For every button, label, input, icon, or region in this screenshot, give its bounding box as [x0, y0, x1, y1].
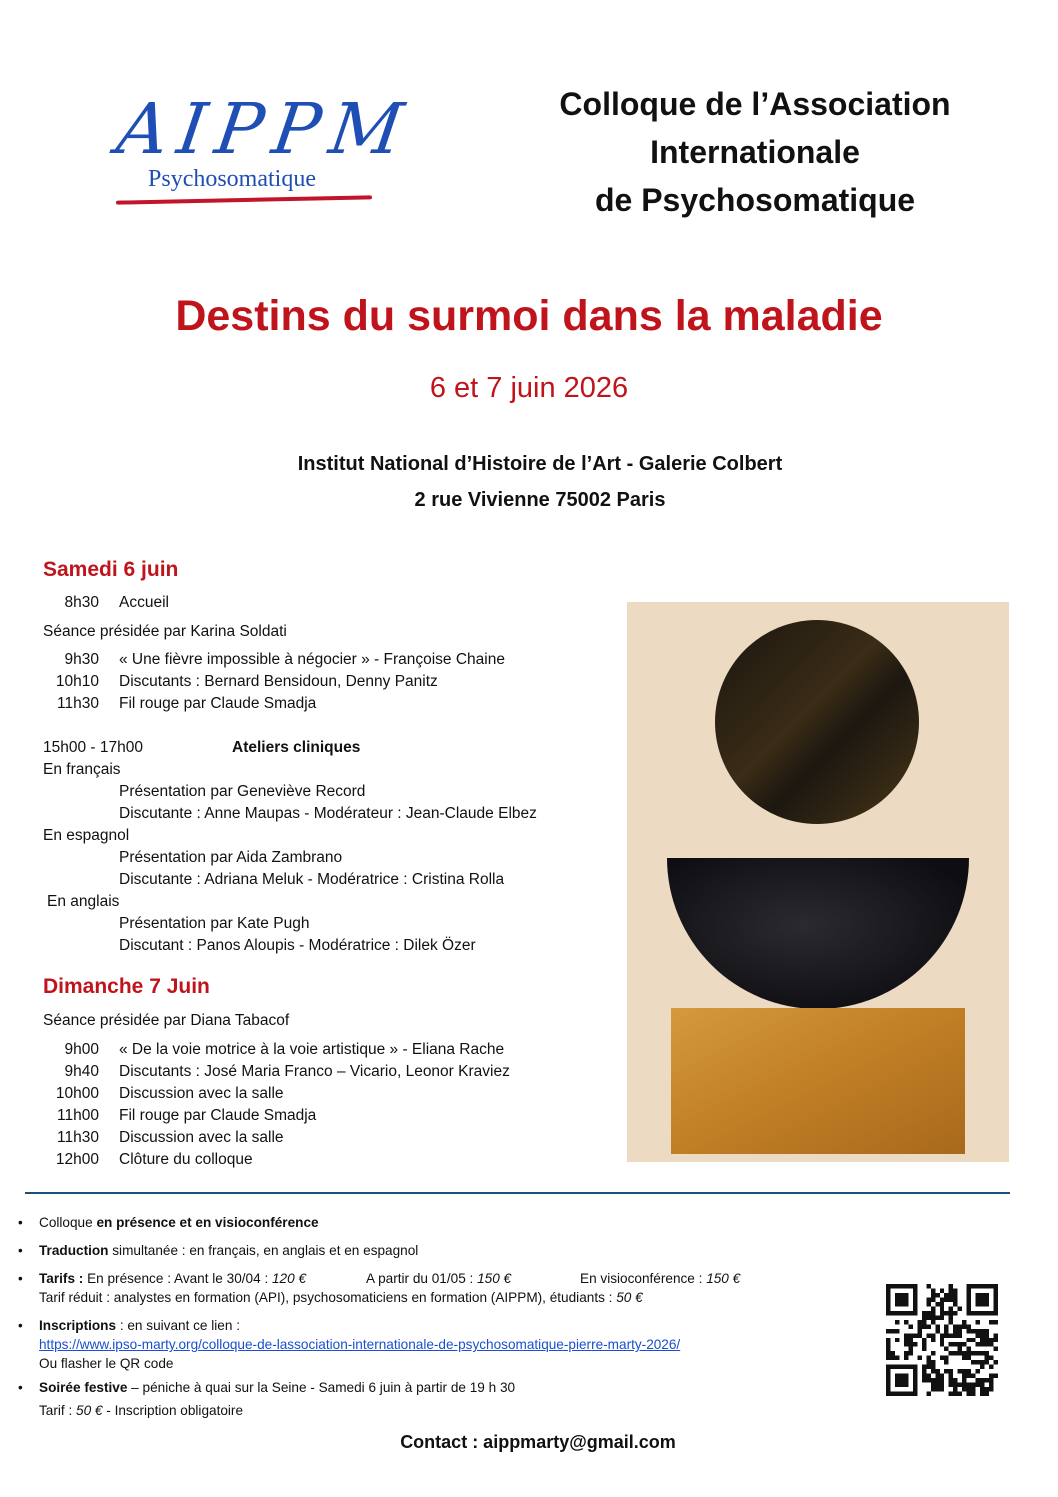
item-text: Fil rouge par Claude Smadja [119, 1107, 317, 1124]
info-text: Tarif : [39, 1403, 77, 1418]
price: 50 € [76, 1403, 103, 1418]
info-text: - Inscription obligatoire [102, 1403, 244, 1418]
day2-title: Dimanche 7 Juin [43, 975, 210, 998]
artwork-shapes [627, 602, 1009, 1162]
info-bold: en présence et en visioconférence [96, 1215, 319, 1230]
logo-underline [116, 195, 372, 204]
seance-chair: Séance présidée par Diana Tabacof [43, 1012, 290, 1029]
time: 9h00 [64, 1041, 99, 1058]
schedule-row [43, 1127, 284, 1149]
page-title: Destins du surmoi dans la maladie [175, 292, 883, 340]
item-text: Discussion avec la salle [119, 1085, 284, 1102]
info-text: A partir du 01/05 : [366, 1271, 478, 1286]
time: 9h40 [64, 1063, 99, 1080]
schedule-row [43, 1149, 253, 1171]
atelier-language: En espagnol [43, 827, 130, 844]
divider [25, 1192, 1010, 1194]
item-text: Fil rouge par Claude Smadja [119, 695, 317, 712]
atelier-presentation: Présentation par Geneviève Record [119, 783, 366, 800]
venue-name: Institut National d’Histoire de l’Art - Galerie Colbert [297, 453, 783, 475]
item-text: Clôture du colloque [119, 1151, 253, 1168]
venue [0, 446, 1058, 518]
qr-code-icon [886, 1284, 998, 1396]
item-text: « De la voie motrice à la voie artistique » - Eliana Rache [119, 1041, 505, 1058]
time: 11h30 [57, 695, 99, 712]
info-text: Tarif réduit : analystes en formation (API), psychosomaticiens en formation (AIPPM), étudiants : [39, 1290, 617, 1305]
ateliers-row [43, 737, 361, 759]
day1-title: Samedi 6 juin [43, 558, 179, 581]
half-circle-shape [667, 858, 969, 1009]
price: 150 € [477, 1271, 512, 1286]
bullet-icon: • [18, 1243, 23, 1258]
atelier-language: En français [43, 761, 121, 778]
atelier-discussion: Discutant : Panos Aloupis - Modératrice : Dilek Özer [119, 937, 476, 954]
schedule-row [43, 1105, 317, 1127]
info-text: – péniche à quai sur la Seine - Samedi 6 juin à partir de 19 h 30 [127, 1380, 516, 1395]
schedule-row [43, 1039, 505, 1061]
item-text: Accueil [119, 594, 169, 611]
info-text: En visioconférence : [580, 1271, 707, 1286]
time: 11h30 [57, 1129, 99, 1146]
item-text: Discutants : Bernard Bensidoun, Denny Panitz [119, 673, 438, 690]
venue-address: 2 rue Vivienne 75002 Paris [414, 489, 666, 511]
bullet-icon: • [18, 1318, 23, 1333]
time: 10h10 [55, 673, 99, 690]
info-bold: Tarifs : [39, 1271, 84, 1286]
bullet-icon: • [18, 1380, 23, 1395]
price: 120 € [272, 1271, 307, 1286]
aippm-logo [110, 88, 418, 218]
header-title-line: Internationale [650, 134, 860, 170]
ateliers-title: Ateliers cliniques [232, 739, 361, 756]
qr-code[interactable] [886, 1284, 998, 1396]
item-text: Discussion avec la salle [119, 1129, 284, 1146]
day2-program [43, 1010, 623, 1175]
info-text: En présence : Avant le 30/04 : [83, 1271, 272, 1286]
atelier-presentation: Présentation par Kate Pugh [119, 915, 310, 932]
header-title-line: de Psychosomatique [594, 182, 916, 218]
price: 50 € [616, 1290, 643, 1305]
info-text: Colloque [39, 1215, 97, 1230]
atelier-discussion: Discutante : Adriana Meluk - Modératrice : Cristina Rolla [119, 871, 505, 888]
price: 150 € [706, 1271, 741, 1286]
time: 8h30 [64, 594, 99, 611]
logo-letters: AIPPM [112, 88, 418, 170]
atelier-presentation: Présentation par Aida Zambrano [119, 849, 343, 866]
item-text: Discutants : José Maria Franco – Vicario, Leonor Kraviez [119, 1063, 510, 1080]
schedule-row [43, 592, 169, 614]
atelier-discussion: Discutante : Anne Maupas - Modérateur : Jean-Claude Elbez [119, 805, 537, 822]
contact: Contact : aippmarty@gmail.com [400, 1432, 676, 1452]
gold-rectangle-shape [671, 1008, 965, 1154]
time: 12h00 [55, 1151, 99, 1168]
info-bold: Soirée festive [39, 1380, 128, 1395]
ateliers-time: 15h00 - 17h00 [43, 739, 143, 756]
logo-subtitle: Psychosomatique [148, 166, 316, 192]
schedule-row [43, 649, 505, 671]
item-text: « Une fièvre impossible à négocier » - Françoise Chaine [119, 651, 505, 668]
info-text: simultanée : en français, en anglais et en espagnol [108, 1243, 419, 1258]
info-bold: Traduction [39, 1243, 109, 1258]
schedule-row [43, 1061, 510, 1083]
info-text: Ou flasher le QR code [39, 1356, 174, 1371]
bullet-icon: • [18, 1215, 23, 1230]
seance-chair: Séance présidée par Karina Soldati [43, 623, 287, 640]
abstract-artwork [627, 602, 1009, 1162]
time: 10h00 [55, 1085, 99, 1102]
schedule-row [43, 1083, 284, 1105]
day1-program [43, 592, 623, 962]
atelier-language: En anglais [47, 893, 120, 910]
header-title-line: Colloque de l’Association [559, 86, 951, 122]
schedule-row [43, 693, 317, 715]
info-bold: Inscriptions [39, 1318, 117, 1333]
header-title [490, 80, 1020, 224]
bullet-icon: • [18, 1271, 23, 1286]
info-text: : en suivant ce lien : [116, 1318, 240, 1333]
time: 11h00 [57, 1107, 99, 1124]
event-dates: 6 et 7 juin 2026 [429, 372, 629, 404]
registration-link[interactable]: https://www.ipso-marty.org/colloque-de-lassociation-internationale-de-psychosomatique-pierre-marty-2026/ [39, 1337, 681, 1352]
time: 9h30 [64, 651, 99, 668]
schedule-row [43, 671, 438, 693]
circle-shape [715, 620, 919, 824]
